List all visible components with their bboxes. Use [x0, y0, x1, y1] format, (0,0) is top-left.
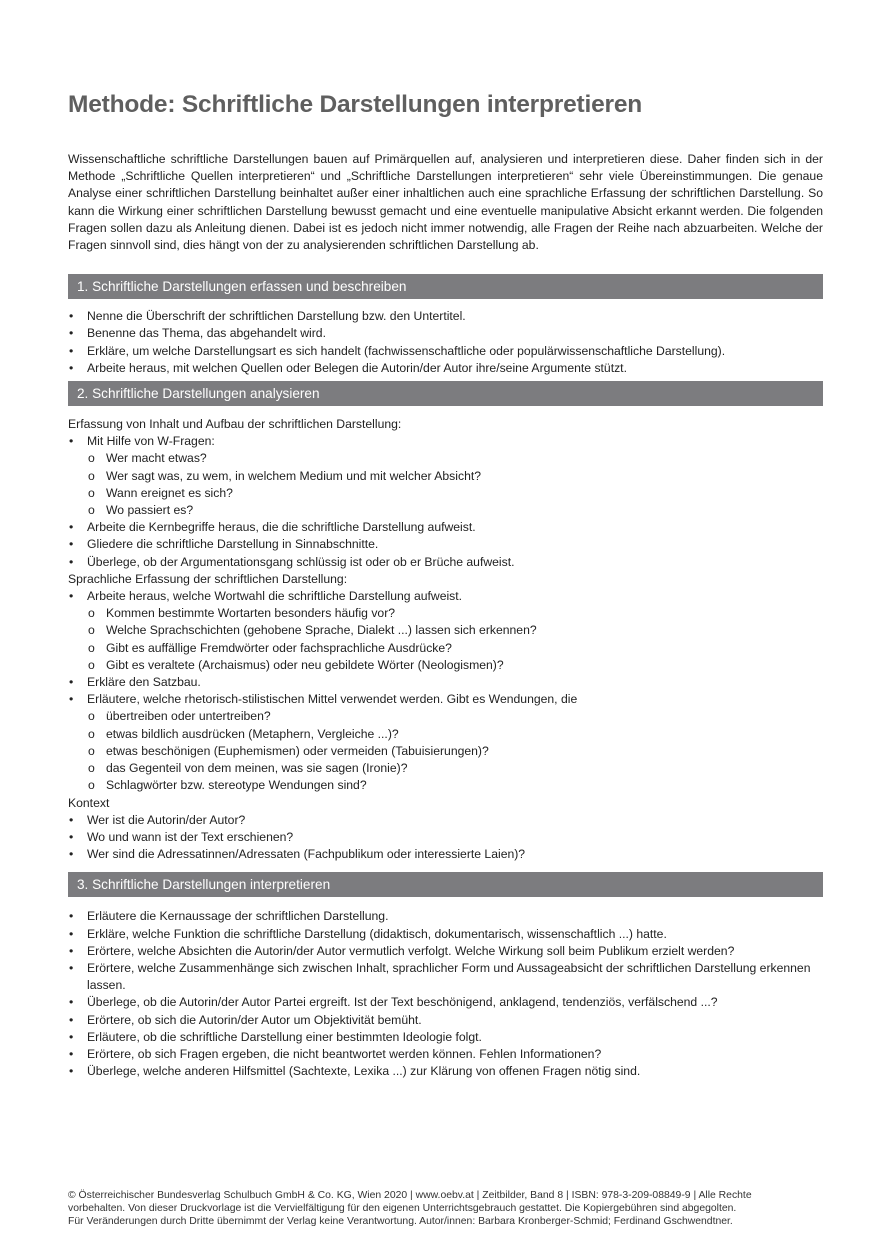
list-item: • Überlege, welche anderen Hilfsmittel (Sachtexte, Lexika ...) zur Klärung von offenen Fragen nötig sind.: [68, 1063, 823, 1080]
section-3-list: [68, 908, 823, 1080]
list-item: • Erörtere, ob sich Fragen ergeben, die nicht beantwortet werden können. Fehlen Informationen?: [68, 1046, 823, 1063]
list-item: • Wo und wann ist der Text erschienen?: [68, 829, 823, 846]
sub-list-item: o etwas beschönigen (Euphemismen) oder vermeiden (Tabuisierungen)?: [68, 743, 823, 760]
section-2-list: [68, 416, 823, 863]
sub-list-item: o übertreiben oder untertreiben?: [68, 708, 823, 725]
footer-line: © Österreichischer Bundesverlag Schulbuch GmbH & Co. KG, Wien 2020 | www.oebv.at | Zeitbilder, Band 8 | ISBN: 978-3-209-08849-9 | Alle Rechte: [68, 1190, 752, 1201]
page-title: Methode: Schriftliche Darstellungen interpretieren: [68, 91, 643, 118]
sub-list-item: o Kommen bestimmte Wortarten besonders häufig vor?: [68, 605, 823, 622]
sub-list-item: o Wo passiert es?: [68, 502, 823, 519]
sub-list-item: o das Gegenteil von dem meinen, was sie sagen (Ironie)?: [68, 760, 823, 777]
footer-line: vorbehalten. Von dieser Druckvorlage ist die Vervielfältigung für den eigenen Unterrichtsgebrauch gestattet. Die Kopiergebühren sind abgegolten.: [68, 1203, 737, 1215]
list-item: • Nenne die Überschrift der schriftlichen Darstellung bzw. den Untertitel.: [68, 308, 823, 325]
list-item: • Erläutere, welche rhetorisch-stilistischen Mittel verwendet werden. Gibt es Wendungen, die: [68, 691, 823, 708]
list-item: • Erläutere die Kernaussage der schriftlichen Darstellung.: [68, 908, 823, 925]
sub-list-item: o Gibt es auffällige Fremdwörter oder fachsprachliche Ausdrücke?: [68, 640, 823, 657]
sub-list-item: o Welche Sprachschichten (gehobene Sprache, Dialekt ...) lassen sich erkennen?: [68, 622, 823, 639]
section-1-list: [68, 308, 823, 377]
list-item: • Überlege, ob der Argumentationsgang schlüssig ist oder ob er Brüche aufweist.: [68, 554, 823, 571]
list-item: • Gliedere die schriftliche Darstellung in Sinnabschnitte.: [68, 536, 823, 553]
list-item: • Überlege, ob die Autorin/der Autor Partei ergreift. Ist der Text beschönigend, anklagend, tendenziös, verfälschend ...?: [68, 994, 823, 1011]
sub-list-item: o Schlagwörter bzw. stereotype Wendungen sind?: [68, 777, 823, 794]
sub-list-item: o etwas bildlich ausdrücken (Metaphern, Vergleiche ...)?: [68, 726, 823, 743]
list-item: • Erkläre den Satzbau.: [68, 674, 823, 691]
list-item: • Erörtere, welche Zusammenhänge sich zwischen Inhalt, sprachlicher Form und Aussageabsicht der schriftlichen Darstellung erkennen lassen.: [68, 960, 823, 994]
list-item: • Wer sind die Adressatinnen/Adressaten (Fachpublikum oder interessierte Laien)?: [68, 846, 823, 863]
sub-list-item: o Wann ereignet es sich?: [68, 485, 823, 502]
intro-paragraph: Wissenschaftliche schriftliche Darstellungen bauen auf Primärquellen auf, analysieren und interpretieren diese. Daher finden sich in der Methode „Schriftliche Quellen interpretieren“ und „Schriftliche Darstellungen interpretieren“ sehr viele Übereinstimmungen. Die genaue Analyse einer schriftlichen Darstellung beinhaltet außer einer inhaltlichen auch eine sprachliche Erfassung der schriftlichen Darstellung. So kann die Wirkung einer schriftlichen Darstellung bewusst gemacht und eine eventuelle manipulative Absicht erkannt werden. Die folgenden Fragen sollen dazu als Anleitung dienen. Dabei ist es jedoch nicht immer notwendig, alle Fragen der Reihe nach abzuarbeiten. Welche der Fragen sinnvoll sind, dies hängt von der zu analysierenden schriftlichen Darstellung ab.: [68, 152, 823, 253]
list-item: • Wer ist die Autorin/der Autor?: [68, 812, 823, 829]
sub-list-item: o Wer macht etwas?: [68, 450, 823, 467]
list-item: • Benenne das Thema, das abgehandelt wird.: [68, 325, 823, 342]
subheading: Erfassung von Inhalt und Aufbau der schriftlichen Darstellung:: [68, 417, 402, 432]
sub-list-item: o Wer sagt was, zu wem, in welchem Medium und mit welcher Absicht?: [68, 468, 823, 485]
list-item: • Erkläre, um welche Darstellungsart es sich handelt (fachwissenschaftliche oder populärwissenschaftliche Darstellung).: [68, 343, 823, 360]
footer-line: Für Veränderungen durch Dritte übernimmt der Verlag keine Verantwortung. Autor/innen: Barbara Kronberger-Schmid; Ferdinand Gschwendtner.: [68, 1216, 733, 1228]
list-item: • Arbeite die Kernbegriffe heraus, die die schriftliche Darstellung aufweist.: [68, 519, 823, 536]
section-2-heading: 2. Schriftliche Darstellungen analysieren: [68, 381, 823, 406]
list-item: • Erörtere, ob sich die Autorin/der Autor um Objektivität bemüht.: [68, 1012, 823, 1029]
worksheet-page: [68, 88, 823, 1080]
list-item: • Erkläre, welche Funktion die schriftliche Darstellung (didaktisch, dokumentarisch, wissenschaftlich ...) hatte.: [68, 926, 823, 943]
list-item: • Arbeite heraus, mit welchen Quellen oder Belegen die Autorin/der Autor ihre/seine Argumente stützt.: [68, 360, 823, 377]
list-item: • Erörtere, welche Absichten die Autorin/der Autor vermutlich verfolgt. Welche Wirkung soll beim Publikum erzielt werden?: [68, 943, 823, 960]
list-item: • Erläutere, ob die schriftliche Darstellung einer bestimmten Ideologie folgt.: [68, 1029, 823, 1046]
list-item: • Mit Hilfe von W-Fragen:: [68, 433, 823, 450]
section-1-heading: 1. Schriftliche Darstellungen erfassen und beschreiben: [68, 274, 823, 299]
sub-list-item: o Gibt es veraltete (Archaismus) oder neu gebildete Wörter (Neologismen)?: [68, 657, 823, 674]
list-item: • Arbeite heraus, welche Wortwahl die schriftliche Darstellung aufweist.: [68, 588, 823, 605]
subheading: Kontext: [68, 795, 110, 810]
section-3-heading: 3. Schriftliche Darstellungen interpretieren: [68, 872, 823, 897]
subheading: Sprachliche Erfassung der schriftlichen Darstellung:: [68, 571, 348, 586]
copyright-footer: [68, 1189, 828, 1229]
